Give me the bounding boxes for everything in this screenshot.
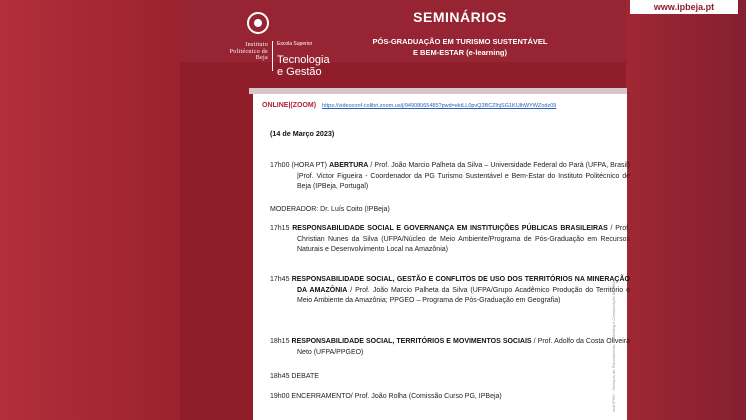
- program-item-debate: 18h45 DEBATE: [270, 373, 319, 380]
- logo-mark-icon: [247, 12, 269, 34]
- logo-divider: [272, 41, 273, 71]
- logo-school: Escola Superior: [277, 41, 313, 47]
- subtitle-line-1: PÓS-GRADUAÇÃO EM TURISMO SUSTENTÁVEL: [372, 37, 548, 46]
- right-background: [626, 0, 746, 420]
- event-date: (14 de Março 2023): [270, 129, 335, 138]
- ipbeja-logo: [202, 12, 332, 78]
- page-title: SEMINÁRIOS: [413, 9, 507, 25]
- program-item-closing: 19h00 ENCERRAMENTO/ Prof. João Rolha (Comissão Curso PG, IPBeja): [270, 393, 502, 400]
- program-item-opening: 17h00 (HORA PT) ABERTURA / Prof. João Marcio Palheta da Silva – Universidade Federal do Pará (UFPA, Brasil) |Prof. Victor Figueira - Coordenador da PG Turismo Sustentável e Bem-Estar do Instituto Politécnico de Beja (IPBeja, Portugal): [270, 162, 630, 191]
- program-item-moderator: MODERADOR: Dr. Luís Coito (IPBeja): [270, 206, 390, 213]
- website-tag[interactable]: www.ipbeja.pt: [630, 0, 738, 14]
- online-line: [262, 102, 556, 109]
- program-item-mining: 17h45 RESPONSABILIDADE SOCIAL, GESTÃO E CONFLITOS DE USO DOS TERRITÓRIOS NA MINERAÇÃO DA AMAZÔNIA / Prof. João Marcio Palheta da Silva (UFPA/Grupo Acadêmico Produção do Território e Meio Ambiente da Amazônia; PPGEO – Programa de Pós-Graduação em Geografia): [270, 276, 630, 305]
- program-document: [253, 92, 630, 420]
- side-credit: ordt IPMC · Serviços de Planeamento, Marketing e Comunicação do IPBeja: [611, 277, 616, 412]
- subtitle-line-2: E BEM-ESTAR (e-learning): [412, 48, 508, 57]
- zoom-link[interactable]: https://videoconf-colibri.zoom.us/j/94908065485?pwd=ektLL0pvQ3BCZlhjSG1KUlhWYWZodz09: [322, 103, 557, 109]
- logo-institute: Instituto Politécnico de Beja: [229, 42, 268, 61]
- online-label: ONLINE|(ZOOM): [262, 102, 317, 109]
- left-background: [0, 0, 180, 420]
- program-item-social-movements: 18h15 RESPONSABILIDADE SOCIAL, TERRITÓRIOS E MOVIMENTOS SOCIAIS / Prof. Adolfo da Costa Oliveira Neto (UFPA/PPGEO): [270, 338, 630, 356]
- program-item-governance: 17h15 RESPONSABILIDADE SOCIAL E GOVERNANÇA EM INSTITUIÇÕES PÚBLICAS BRASILEIRAS / Prof. Christian Nunes da Silva (UFPA/Núcleo de Meio Ambiente/Programa de Pós-Graduação em Recursos Naturais e Desenvolvimento Local na Amazônia): [270, 225, 630, 254]
- logo-name: Tecnologia e Gestão: [277, 54, 330, 78]
